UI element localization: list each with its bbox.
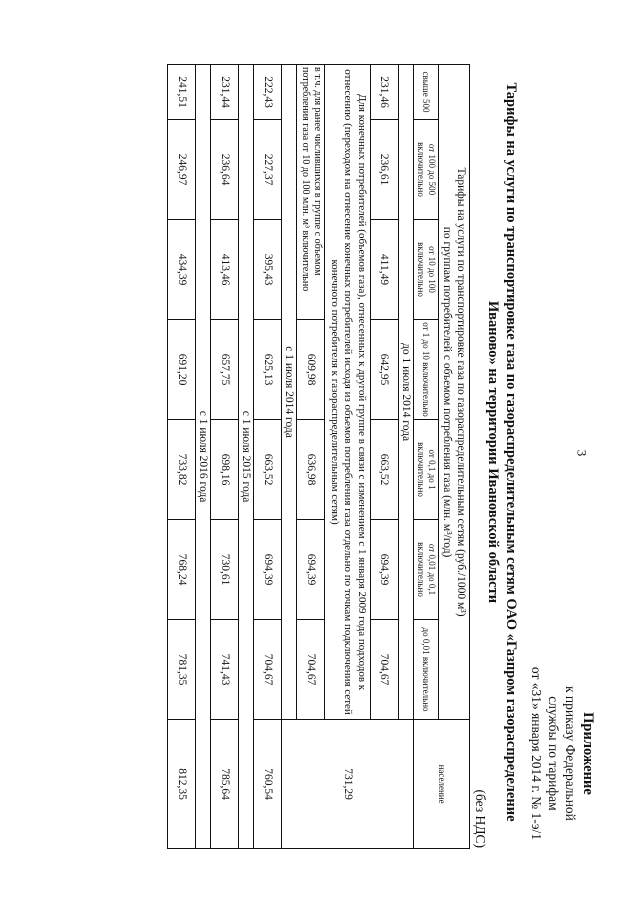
- period-row-1: [399, 65, 414, 849]
- table-cell: 694,39: [297, 520, 325, 620]
- table-cell: 434,39: [168, 220, 196, 320]
- table-cell: 663,52: [254, 420, 282, 520]
- period-row-4: [196, 65, 211, 849]
- table-cell: 741,43: [211, 620, 239, 720]
- col-header-10-100: от 10 до 100 включительно: [414, 220, 439, 320]
- table-cell: 236,61: [371, 120, 399, 220]
- document-title: [484, 52, 520, 852]
- regrouping-notice: Для конечных потребителей (объемов газа), отнесенных к другой группе в связи с изменением с 1 января 2009 года подходов к отнесению (переходом на отнесение конечных потребителей исходя из объемов потребления газа отдельно по точкам подключения сетей конечного потребителя к газораспределительным сетям): [325, 65, 371, 720]
- approval-line-3: от «31» января 2014 г. № 1-э/1: [529, 666, 544, 840]
- col-header-over-500: свыше 500: [414, 65, 439, 120]
- table-cell: 812,35: [168, 720, 196, 849]
- period-label-4: с 1 июля 2016 года: [196, 65, 211, 849]
- main-header-line-2: по группам потребителей с объемом потребления газа (млн. м³/год): [441, 226, 453, 558]
- table-cell: 395,43: [254, 220, 282, 320]
- period-row-3: [239, 65, 254, 849]
- period-label-1: до 1 июля 2014 года: [399, 65, 414, 720]
- approval-title: Приложение: [580, 712, 596, 795]
- table-cell: 222,43: [254, 65, 282, 120]
- approval-line-2: службы по тарифам: [546, 696, 561, 811]
- table-cell: 625,13: [254, 320, 282, 420]
- table-cell: 730,61: [211, 520, 239, 620]
- col-header-0-1-1: от 0,1 до 1 включительно: [414, 420, 439, 520]
- header-row-main: [439, 65, 470, 849]
- document-title-line-1: Тарифы на услуги по транспортировке газа по газораспределительным сетям ОАО «Газпром газораспределение: [503, 82, 519, 822]
- period-label-3: с 1 июля 2015 года: [239, 65, 254, 849]
- table-cell: 694,39: [371, 520, 399, 620]
- vat-note: (без НДС): [473, 789, 488, 848]
- table-cell: 760,54: [254, 720, 282, 849]
- tariff-table: [168, 64, 471, 849]
- table-cell: 785,64: [211, 720, 239, 849]
- main-header-line-1: Тарифы на услуги по транспортировке газа по газораспределительным сетям (руб./1000 м³): [455, 167, 467, 617]
- table-cell: 241,51: [168, 65, 196, 120]
- col-header-0-01-0-1: от 0,01 до 0,1 включительно: [414, 520, 439, 620]
- sub-caption: в т.ч. для ранее числившихся в группе с объемом потребления газа от 10 до 100 млн. м³ включительно: [297, 65, 325, 320]
- table-cell: 704,67: [297, 620, 325, 720]
- table-cell: 411,49: [371, 220, 399, 320]
- table-row: [211, 65, 239, 849]
- main-header: [439, 65, 470, 720]
- page-number: 3: [574, 449, 590, 457]
- table-row: [168, 65, 196, 849]
- table-cell: 691,20: [168, 320, 196, 420]
- table-cell: 231,44: [211, 65, 239, 120]
- table-cell: 609,98: [297, 320, 325, 420]
- approval-stamp: [528, 667, 596, 840]
- table-cell: 413,46: [211, 220, 239, 320]
- col-header-population: население: [414, 720, 470, 849]
- rotated-sheet: [40, 52, 600, 852]
- table-cell: 231,46: [371, 65, 399, 120]
- table-cell: 227,37: [254, 120, 282, 220]
- col-header-up-to-0-01: до 0,01 включительно: [414, 620, 439, 720]
- table-cell: 642,95: [371, 320, 399, 420]
- table-cell: 768,24: [168, 520, 196, 620]
- table-cell: 704,67: [371, 620, 399, 720]
- table-cell: 694,39: [254, 520, 282, 620]
- table-cell: 236,64: [211, 120, 239, 220]
- period-label-2: с 1 июля 2014 года: [282, 65, 297, 720]
- population-merged-value: 731,29: [282, 720, 414, 849]
- table-cell: 657,75: [211, 320, 239, 420]
- col-header-100-500: от 100 до 500 включительно: [414, 120, 439, 220]
- table-cell: 663,52: [371, 420, 399, 520]
- approval-line-1: к приказу Федеральной: [563, 685, 578, 821]
- table-cell: 733,82: [168, 420, 196, 520]
- table-cell: 781,35: [168, 620, 196, 720]
- table-cell: 636,98: [297, 420, 325, 520]
- table-cell: 698,16: [211, 420, 239, 520]
- table-row: [254, 65, 282, 849]
- document-title-line-2: Иваново» на территории Ивановской области: [485, 300, 501, 604]
- col-header-1-10: от 1 до 10 включительно: [414, 320, 439, 420]
- table-cell: 704,67: [254, 620, 282, 720]
- table-cell: 246,97: [168, 120, 196, 220]
